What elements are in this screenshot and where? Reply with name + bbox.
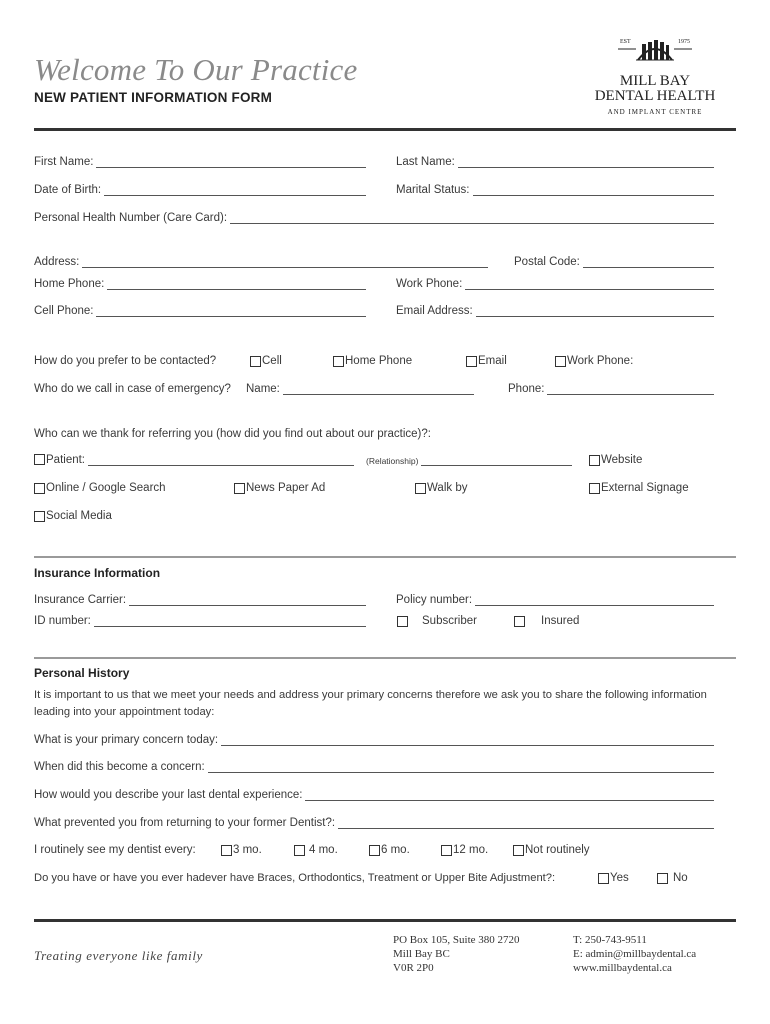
marital-status-field[interactable] [396, 184, 714, 196]
primary-concern-line[interactable] [221, 737, 714, 746]
contact-preference-question: How do you prefer to be contacted? [34, 355, 217, 367]
footer-tagline: Treating everyone like family [34, 948, 203, 963]
checkbox-icon[interactable] [589, 455, 600, 466]
id-number-field[interactable] [34, 615, 366, 627]
postal-code-label: Postal Code: [514, 256, 580, 268]
address-line[interactable] [82, 259, 488, 268]
contact-work-phone-label: Work Phone: [567, 355, 634, 367]
contact-home-phone-label: Home Phone [345, 355, 413, 367]
footer-divider [34, 919, 736, 922]
phn-label: Personal Health Number (Care Card): [34, 212, 228, 224]
contact-email-checkbox[interactable] [466, 355, 507, 367]
concern-since-line[interactable] [208, 764, 714, 773]
logo-line2: DENTAL HEALTH [594, 88, 716, 104]
referral-online-label: Online / Google Search [46, 482, 166, 494]
emergency-question: Who do we call in case of emergency? [34, 383, 231, 395]
work-phone-label: Work Phone: [396, 278, 463, 290]
footer-contact [573, 933, 696, 975]
history-intro-line1: It is important to us that we meet your needs and address your primary concerns therefore we ask you to share the following information [34, 689, 707, 701]
home-phone-label: Home Phone: [34, 278, 105, 290]
routine-12mo-checkbox[interactable] [441, 844, 488, 856]
contact-cell-label: Cell [262, 355, 282, 367]
checkbox-icon[interactable] [657, 873, 668, 884]
page-title: Welcome To Our Practice [34, 52, 358, 87]
emergency-phone-label: Phone: [508, 383, 545, 395]
referral-website-label: Website [601, 454, 643, 466]
routine-4mo-label: 4 mo. [309, 844, 338, 856]
first-name-field[interactable] [34, 156, 366, 168]
routine-not-checkbox[interactable] [513, 844, 590, 856]
checkbox-icon[interactable] [294, 845, 305, 856]
dob-line[interactable] [104, 187, 366, 196]
postal-code-line[interactable] [583, 259, 714, 268]
work-phone-field[interactable] [396, 278, 714, 290]
referral-social-label: Social Media [46, 510, 112, 522]
insured-label: Insured [541, 615, 580, 627]
checkbox-icon[interactable] [34, 511, 45, 522]
marital-status-label: Marital Status: [396, 184, 470, 196]
footer-email[interactable]: E: admin@millbaydental.ca [573, 948, 697, 960]
cell-phone-field[interactable] [34, 305, 366, 317]
footer-address-line2: Mill Bay BC [393, 948, 450, 960]
referral-patient-line[interactable] [88, 457, 354, 466]
logo-est: EST [620, 39, 631, 45]
primary-concern-field[interactable] [34, 734, 714, 746]
history-divider [34, 657, 736, 659]
last-name-line[interactable] [458, 159, 714, 168]
last-name-label: Last Name: [396, 156, 455, 168]
first-name-line[interactable] [96, 159, 366, 168]
policy-number-line[interactable] [475, 597, 714, 606]
referral-social-checkbox[interactable] [34, 510, 112, 522]
insurance-carrier-field[interactable] [34, 594, 366, 606]
policy-number-label: Policy number: [396, 594, 473, 606]
last-experience-field[interactable] [34, 789, 714, 801]
referral-patient-field[interactable] [34, 454, 354, 466]
policy-number-field[interactable] [396, 594, 714, 606]
checkbox-icon[interactable] [514, 616, 525, 627]
braces-yes-checkbox[interactable] [598, 872, 629, 884]
email-label: Email Address: [396, 305, 473, 317]
checkbox-icon[interactable] [250, 356, 261, 367]
contact-cell-checkbox[interactable] [250, 355, 282, 367]
referral-relationship-field[interactable] [366, 456, 572, 466]
checkbox-icon[interactable] [555, 356, 566, 367]
phn-line[interactable] [230, 215, 714, 224]
checkbox-icon[interactable] [34, 483, 45, 494]
insurance-carrier-line[interactable] [129, 597, 366, 606]
referral-relationship-line[interactable] [421, 457, 572, 466]
braces-no-checkbox[interactable] [657, 872, 688, 884]
checkbox-icon[interactable] [221, 845, 232, 856]
primary-concern-label: What is your primary concern today: [34, 734, 219, 746]
history-intro-line2: leading into your appointment today: [34, 706, 215, 718]
postal-code-field[interactable] [514, 256, 714, 268]
routine-3mo-checkbox[interactable] [221, 844, 262, 856]
braces-question: Do you have or have you ever hadever have Braces, Orthodontics, Treatment or Upper Bite Adjustment?: [34, 872, 556, 884]
address-field[interactable] [34, 256, 488, 268]
insurance-carrier-label: Insurance Carrier: [34, 594, 127, 606]
home-phone-line[interactable] [107, 281, 366, 290]
referral-signage-label: External Signage [601, 482, 689, 494]
emergency-name-label: Name: [246, 383, 280, 395]
referral-walkby-checkbox[interactable] [415, 482, 467, 494]
former-dentist-line[interactable] [338, 820, 714, 829]
routine-not-label: Not routinely [525, 844, 590, 856]
referral-relationship-label: (Relationship) [366, 456, 419, 466]
routine-6mo-label: 6 mo. [381, 844, 410, 856]
insurance-divider [34, 556, 736, 558]
checkbox-icon[interactable] [598, 873, 609, 884]
last-experience-label: How would you describe your last dental experience: [34, 789, 303, 801]
cell-phone-label: Cell Phone: [34, 305, 94, 317]
braces-no-label: No [673, 872, 688, 884]
referral-newspaper-label: News Paper Ad [246, 482, 326, 494]
checkbox-icon[interactable] [441, 845, 452, 856]
footer-address-line1: PO Box 105, Suite 380 2720 [393, 934, 520, 946]
routine-3mo-label: 3 mo. [233, 844, 262, 856]
subscriber-checkbox[interactable] [397, 615, 477, 627]
checkbox-icon[interactable] [234, 483, 245, 494]
concern-since-label: When did this become a concern: [34, 761, 205, 773]
emergency-name-field[interactable] [246, 383, 474, 395]
routine-visit-question: I routinely see my dentist every: [34, 844, 196, 856]
former-dentist-label: What prevented you from returning to your former Dentist?: [34, 817, 336, 829]
logo-year: 1975 [678, 39, 690, 45]
referral-signage-checkbox[interactable] [589, 482, 689, 494]
logo-line3: AND IMPLANT CENTRE [607, 108, 703, 116]
marital-status-line[interactable] [473, 187, 715, 196]
subscriber-label: Subscriber [422, 615, 477, 627]
form-subtitle: NEW PATIENT INFORMATION FORM [34, 90, 273, 105]
footer-website[interactable]: www.millbaydental.ca [573, 962, 672, 974]
referral-newspaper-checkbox[interactable] [234, 482, 325, 494]
practice-logo [590, 34, 720, 120]
referral-website-checkbox[interactable] [589, 454, 642, 466]
checkbox-icon[interactable] [513, 845, 524, 856]
dob-label: Date of Birth: [34, 184, 102, 196]
contact-work-phone-checkbox[interactable] [555, 355, 633, 367]
insured-checkbox[interactable] [514, 615, 579, 627]
phn-field[interactable] [34, 212, 714, 224]
last-name-field[interactable] [396, 156, 714, 168]
checkbox-icon[interactable] [397, 616, 408, 627]
referral-online-checkbox[interactable] [34, 482, 166, 494]
work-phone-line[interactable] [465, 281, 714, 290]
insurance-heading: Insurance Information [34, 566, 161, 580]
former-dentist-field[interactable] [34, 817, 714, 829]
referral-walkby-label: Walk by [427, 482, 468, 494]
emergency-phone-line[interactable] [547, 386, 714, 395]
routine-6mo-checkbox[interactable] [369, 844, 410, 856]
checkbox-icon[interactable] [589, 483, 600, 494]
contact-email-label: Email [478, 355, 507, 367]
id-number-label: ID number: [34, 615, 91, 627]
footer-address [393, 933, 520, 975]
dob-field[interactable] [34, 184, 366, 196]
footer-address-line3: V0R 2P0 [393, 962, 434, 974]
header-divider [34, 128, 736, 131]
concern-since-field[interactable] [34, 761, 714, 773]
home-phone-field[interactable] [34, 278, 366, 290]
checkbox-icon[interactable] [333, 356, 344, 367]
checkbox-icon[interactable] [369, 845, 380, 856]
referral-patient-label: Patient: [46, 454, 85, 466]
emergency-name-line[interactable] [283, 386, 474, 395]
braces-yes-label: Yes [610, 872, 629, 884]
footer-phone: T: 250-743-9511 [573, 934, 647, 946]
contact-home-phone-checkbox[interactable] [333, 355, 412, 367]
checkbox-icon[interactable] [34, 454, 45, 465]
checkbox-icon[interactable] [415, 483, 426, 494]
referral-question: Who can we thank for referring you (how did you find out about our practice)?: [34, 428, 431, 440]
email-line[interactable] [476, 308, 714, 317]
emergency-phone-field[interactable] [508, 383, 714, 395]
checkbox-icon[interactable] [466, 356, 477, 367]
history-heading: Personal History [34, 666, 130, 680]
logo-line1: MILL BAY [619, 73, 691, 89]
routine-4mo-checkbox[interactable] [294, 844, 338, 856]
last-experience-line[interactable] [305, 792, 714, 801]
cell-phone-line[interactable] [96, 308, 366, 317]
address-label: Address: [34, 256, 80, 268]
routine-12mo-label: 12 mo. [453, 844, 489, 856]
email-field[interactable] [396, 305, 714, 317]
id-number-line[interactable] [94, 618, 366, 627]
first-name-label: First Name: [34, 156, 94, 168]
